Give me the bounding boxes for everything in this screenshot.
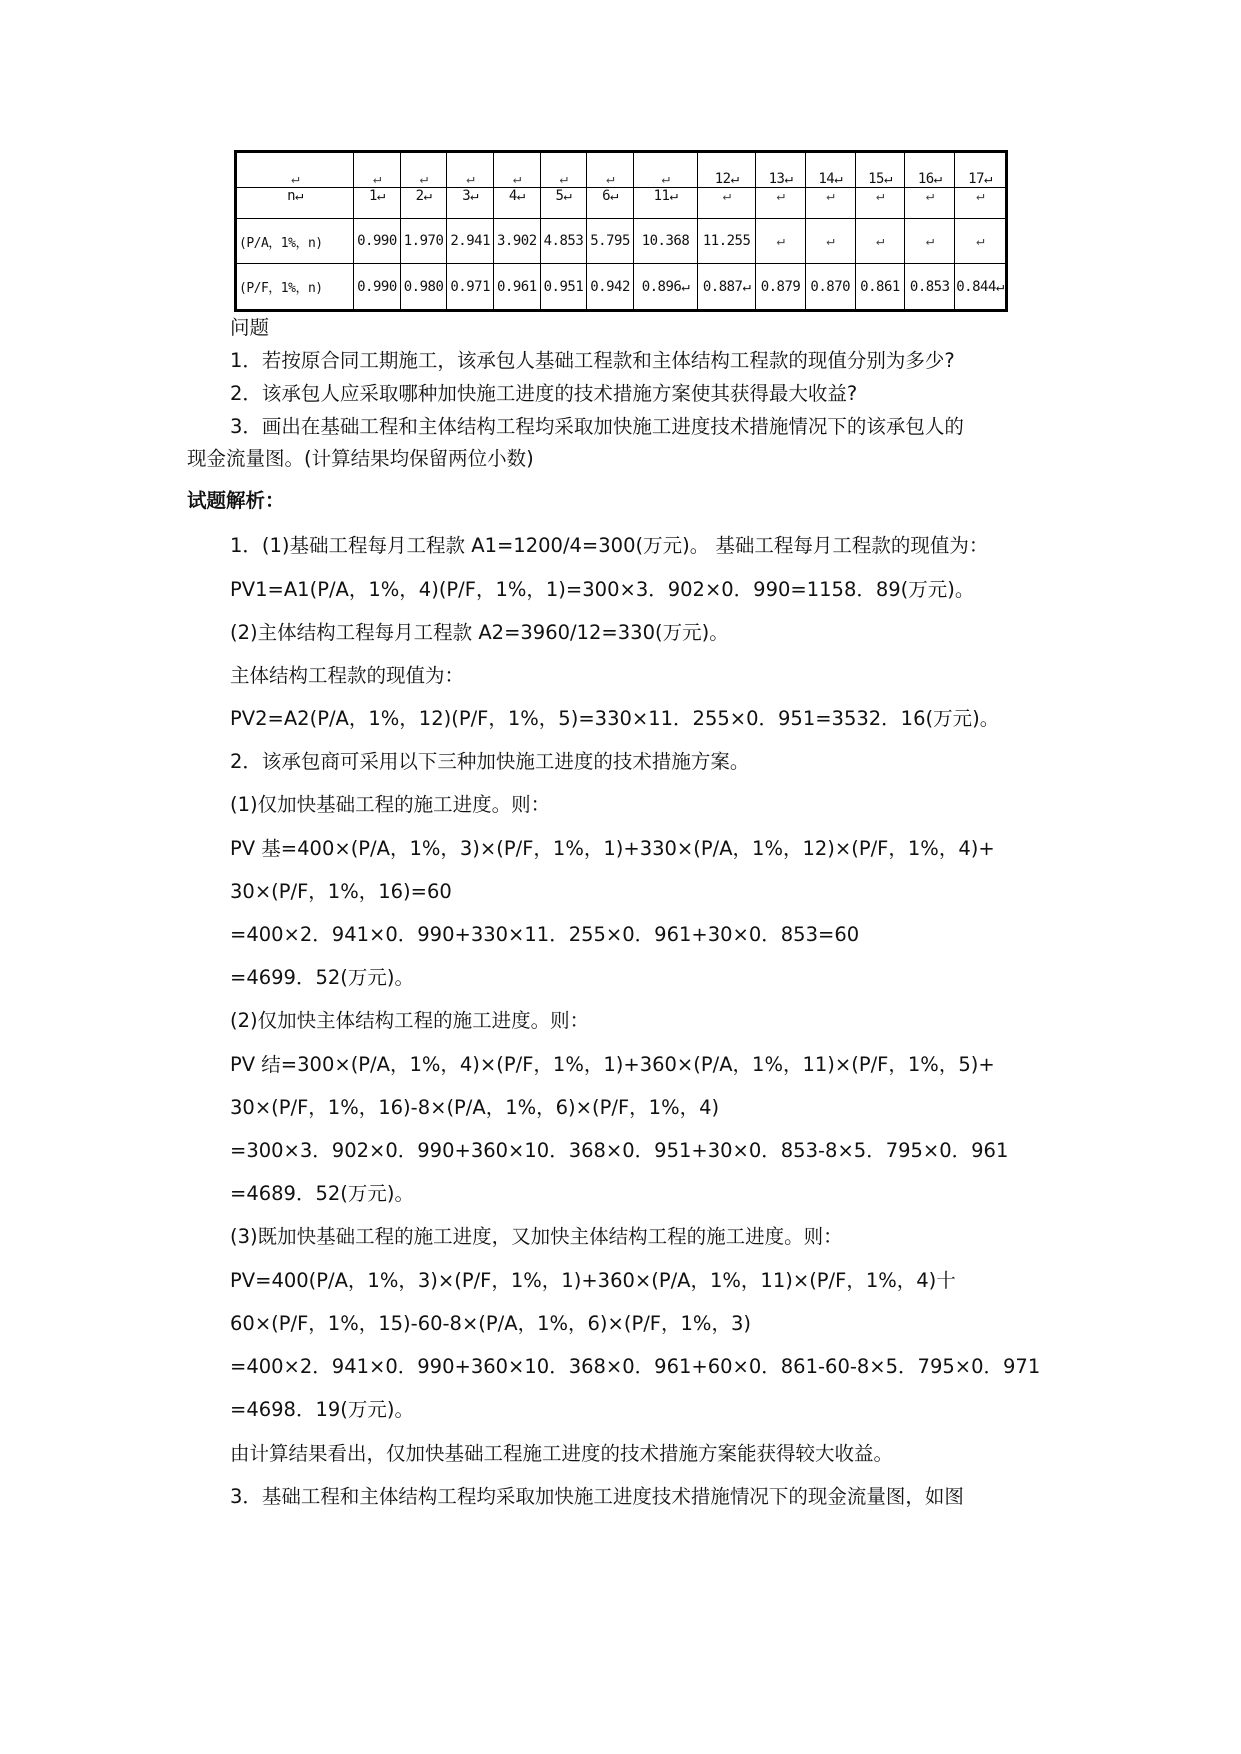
answer-line: =400×2．941×0．990+330×11．255×0．961+30×0．853=60 [230, 923, 860, 946]
table-cell: 1.970 [400, 219, 447, 264]
table-cell: ↵ [955, 219, 1007, 264]
table-cell: ↵ [540, 152, 587, 188]
table-cell: ↵ [756, 188, 806, 219]
table-cell: ↵ [805, 219, 855, 264]
answer-line: =4689．52(万元)。 [230, 1182, 414, 1205]
answer-line: 30×(P/F，1%，16)-8×(P/A，1%，6)×(P/F，1%，4) [230, 1096, 720, 1119]
answer-line: 1．(1)基础工程每月工程款 A1=1200/4=300(万元)。 基础工程每月工程款的现值为： [230, 534, 989, 557]
table-cell: ↵ [955, 188, 1007, 219]
table-cell: ↵ [236, 152, 354, 188]
answer-line: PV2=A2(P/A，1%，12)(P/F，1%，5)=330×11．255×0．951=3532．16(万元)。 [230, 707, 1000, 730]
table-cell: 0.990 [354, 264, 401, 311]
answer-line: PV 基=400×(P/A，1%，3)×(P/F，1%，1)+330×(P/A，1%，12)×(P/F，1%，4)+ [230, 837, 995, 860]
table-cell: ↵ [633, 152, 697, 188]
answer-line: (2)仅加快主体结构工程的施工进度。则： [230, 1009, 590, 1032]
answer-line: 60×(P/F，1%，15)-60-8×(P/A，1%，6)×(P/F，1%，3) [230, 1312, 751, 1335]
answer-line: PV1=A1(P/A，1%，4)(P/F，1%，1)=300×3．902×0．990=1158．89(万元)。 [230, 578, 975, 601]
table-cell: 1↵ [354, 188, 401, 219]
table-cell: ↵ [447, 152, 494, 188]
answer-line: =300×3．902×0．990+360×10．368×0．951+30×0．853-8×5．795×0．961 [230, 1139, 1009, 1162]
table-cell: 3.902 [494, 219, 541, 264]
table-header-row [236, 188, 1007, 219]
answer-line: (3)既加快基础工程的施工进度，又加快主体结构工程的施工进度。则： [230, 1225, 843, 1248]
table-cell: 12↵ [698, 152, 756, 188]
table-cell: 11.255 [698, 219, 756, 264]
table-cell: 0.980 [400, 264, 447, 311]
table-cell: 17↵ [955, 152, 1007, 188]
question-3-line-2: 现金流量图。(计算结果均保留两位小数) [187, 447, 534, 470]
table-cell: 0.861 [855, 264, 905, 311]
question-heading: 问题 [230, 316, 270, 339]
table-cell: ↵ [805, 188, 855, 219]
table-cell: 5↵ [540, 188, 587, 219]
answer-line: PV 结=300×(P/A，1%，4)×(P/F，1%，1)+360×(P/A，1%，11)×(P/F，1%，5)+ [230, 1053, 995, 1076]
table-cell: n↵ [236, 188, 354, 219]
table-cell: ↵ [354, 152, 401, 188]
table-cell: 15↵ [855, 152, 905, 188]
table-cell: ↵ [756, 219, 806, 264]
answer-line: =4698．19(万元)。 [230, 1398, 414, 1421]
answer-line: (2)主体结构工程每月工程款 A2=3960/12=330(万元)。 [230, 621, 729, 644]
factor-table [234, 150, 1008, 312]
table-header-row [236, 152, 1007, 188]
answer-line: 2．该承包商可采用以下三种加快施工进度的技术措施方案。 [230, 750, 750, 773]
table-cell: 0.870 [805, 264, 855, 311]
answer-line: 由计算结果看出，仅加快基础工程施工进度的技术措施方案能获得较大收益。 [230, 1442, 894, 1465]
answer-line: (1)仅加快基础工程的施工进度。则： [230, 793, 551, 816]
answer-line: 主体结构工程款的现值为： [230, 664, 465, 687]
table-cell: (P/F，1%，n) [236, 264, 354, 311]
table-cell: 0.942 [587, 264, 634, 311]
table-cell: ↵ [587, 152, 634, 188]
answer-line: 3．基础工程和主体结构工程均采取加快施工进度技术措施情况下的现金流量图，如图 [230, 1485, 964, 1508]
table-cell: ↵ [905, 219, 955, 264]
table-cell: 0.887↵ [698, 264, 756, 311]
table-cell: 0.971 [447, 264, 494, 311]
question-2: 2．该承包人应采取哪种加快施工进度的技术措施方案使其获得最大收益? [230, 382, 858, 405]
answer-line: =4699．52(万元)。 [230, 966, 414, 989]
question-3-line-1: 3．画出在基础工程和主体结构工程均采取加快施工进度技术措施情况下的该承包人的 [230, 415, 964, 438]
table-cell: 3↵ [447, 188, 494, 219]
table-cell: 5.795 [587, 219, 634, 264]
question-1: 1．若按原合同工期施工，该承包人基础工程款和主体结构工程款的现值分别为多少? [230, 349, 955, 372]
table-row-pa [236, 219, 1007, 264]
answer-line: PV=400(P/A，1%，3)×(P/F，1%，1)+360×(P/A，1%，11)×(P/F，1%，4)十 [230, 1269, 956, 1292]
table-cell: 0.961 [494, 264, 541, 311]
table-cell: ↵ [400, 152, 447, 188]
table-cell: 6↵ [587, 188, 634, 219]
table-cell: 0.951 [540, 264, 587, 311]
table-cell: ↵ [855, 188, 905, 219]
table-cell: 2.941 [447, 219, 494, 264]
answer-line: =400×2．941×0．990+360×10．368×0．961+60×0．861-60-8×5．795×0．971 [230, 1355, 1041, 1378]
answer-line: 30×(P/F，1%，16)=60 [230, 880, 452, 903]
table-cell: 2↵ [400, 188, 447, 219]
analysis-heading: 试题解析： [187, 489, 285, 512]
table-cell: 0.879 [756, 264, 806, 311]
table-cell: 16↵ [905, 152, 955, 188]
table-cell: 0.896↵ [633, 264, 697, 311]
table-cell: 0.853 [905, 264, 955, 311]
table-cell: ↵ [855, 219, 905, 264]
table-cell: ↵ [494, 152, 541, 188]
table-cell: 0.844↵ [955, 264, 1007, 311]
table-cell: 4.853 [540, 219, 587, 264]
table-cell: 13↵ [756, 152, 806, 188]
table-cell: ↵ [905, 188, 955, 219]
table-cell: 4↵ [494, 188, 541, 219]
interest-factor-table [234, 150, 1008, 303]
table-cell: ↵ [698, 188, 756, 219]
table-cell: (P/A，1%，n) [236, 219, 354, 264]
table-cell: 14↵ [805, 152, 855, 188]
table-cell: 0.990 [354, 219, 401, 264]
table-cell: 11↵ [633, 188, 697, 219]
table-cell: 10.368 [633, 219, 697, 264]
table-row-pf [236, 264, 1007, 311]
